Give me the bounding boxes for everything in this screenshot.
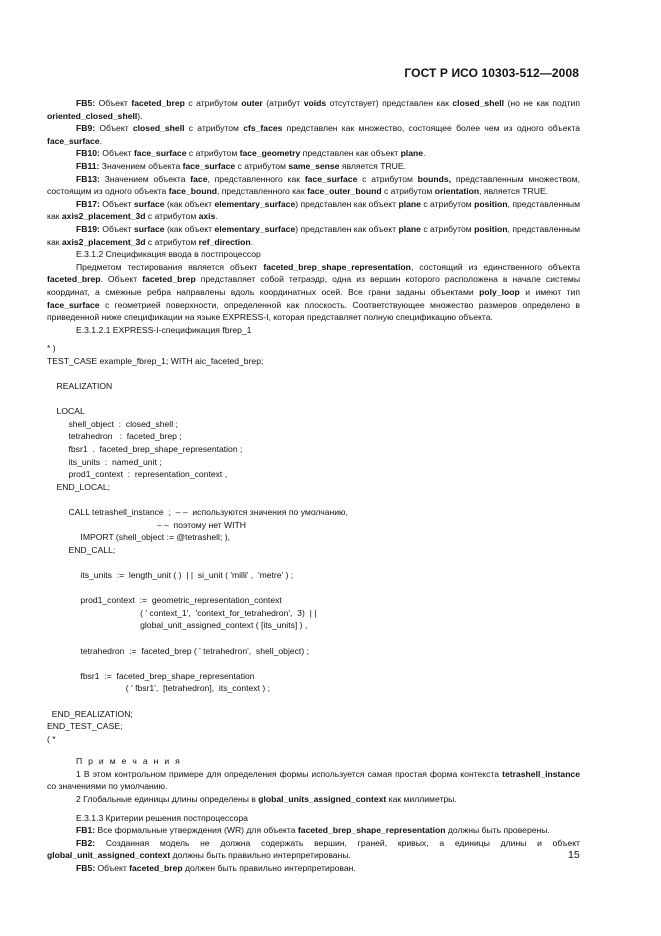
fb-item (47, 160, 580, 173)
notes-title: П р и м е ч а н и я (76, 756, 182, 767)
code-line (47, 367, 580, 380)
item-text: Объект surface (как объект elementary_surface) представлен как объект plane с атрибутом position, представленным как axis2_placement_3d с атрибутом axis. (47, 198, 581, 222)
code-line: ( * (47, 733, 56, 744)
code-line: END_TEST_CASE; (47, 721, 123, 732)
fb-criteria-list (47, 97, 580, 248)
fb-item (47, 173, 580, 198)
section-heading-e312: Е.3.1.2 Спецификация ввода в постпроцессор (76, 249, 261, 260)
item-text: Объект closed_shell с атрибутом cfs_faces представлен как множество, состоящее более чем из одного объекта face_surface. (47, 123, 580, 146)
code-line: its_units := length_unit ( ) | | si_unit ( 'milli' , 'metre' ) ; (47, 569, 294, 580)
code-line (47, 632, 580, 645)
item-label: FB1: (76, 825, 96, 836)
code-line (47, 393, 580, 406)
code-line: END_CALL; (47, 544, 116, 555)
code-line: fbsr1 . faceted_brep_shape_representation ; (47, 444, 243, 455)
item-text: Все формальные утверждения (WR) для объекта faceted_brep_shape_representation должны быть проверены. (95, 825, 550, 836)
item-text: Объект face_surface с атрибутом face_geometry представлен как объект plane. (99, 148, 426, 159)
code-line: global_unit_assigned_context ( [its_units] ) , (47, 620, 308, 631)
item-text: Объект surface (как объект elementary_surface) представлен как объект plane с атрибутом position, представленным как axis2_placement_3d с атрибутом ref_direction. (47, 223, 581, 247)
fb-item (47, 97, 580, 122)
item-text: Значением объекта face, представленного как face_surface с атрибутом bounds, представленным множеством, состоящим из одного объекта face_bound, представленного как face_outer_bound с атрибутом orientation, является TRUE. (47, 173, 580, 197)
fb-item (47, 198, 580, 223)
fb-item (47, 147, 580, 160)
code-line: its_units : named_unit ; (47, 456, 162, 467)
item-label: FB2: (76, 837, 96, 848)
criterion-item (47, 824, 580, 837)
item-label: FB17: (76, 198, 100, 209)
code-line: * ) (47, 343, 56, 354)
code-line: IMPORT (shell_object := @tetrashell; ), (47, 532, 230, 543)
item-text: Объект faceted_brep должен быть правильно интерпретирован. (95, 863, 356, 874)
section-heading-e3121: Е.3.1.2.1 EXPRESS-I-спецификация fbrep_1 (76, 324, 252, 335)
code-line (47, 582, 580, 595)
note-2: 2 Глобальные единицы длины определены в global_units_assigned_context как миллиметры. (76, 794, 457, 805)
code-line: CALL tetrashell_instance ; – – используются значения по умолчанию, (47, 507, 348, 517)
code-line: LOCAL (47, 406, 85, 417)
code-line: tetrahedron := faceted_brep ( ' tetrahedron', shell_object) ; (47, 645, 309, 656)
express-code-block (47, 342, 580, 745)
item-label: FB19: (76, 223, 100, 234)
code-line: TEST_CASE example_fbrep_1; WITH aic_faceted_brep; (47, 355, 264, 366)
code-line: prod1_context := geometric_representation_context (47, 595, 282, 606)
page-number: 15 (568, 849, 580, 861)
section-heading-e313: Е.3.1.3 Критерии решения постпроцессора (76, 812, 248, 823)
item-text: Созданная модель не должна содержать вершин, граней, кривых, а единицы длины и объект global_unit_assigned_context должны быть правильно интерпретированы. (47, 837, 580, 861)
criterion-item (47, 837, 580, 862)
code-line: ( ' context_1', 'context_for_tetrahedron', 3) | | (47, 607, 317, 618)
code-line (47, 657, 580, 670)
code-line: – – поэтому нет WITH (47, 519, 247, 530)
code-line: END_REALIZATION; (47, 708, 133, 719)
code-line (47, 695, 580, 708)
code-line: REALIZATION (47, 381, 113, 392)
item-label: FB11: (76, 160, 100, 171)
item-text: Значением объекта face_surface с атрибутом same_sense является TRUE. (99, 160, 406, 171)
item-label: FB9: (76, 123, 96, 134)
page-content (47, 97, 580, 875)
item-label: FB10: (76, 148, 100, 159)
item-label: FB13: (76, 173, 100, 184)
item-label: FB5: (76, 863, 96, 874)
code-line (47, 556, 580, 569)
item-label: FB5: (76, 98, 96, 108)
fb-item (47, 223, 580, 248)
document-header: ГОСТ Р ИСО 10303-512—2008 (404, 66, 579, 80)
decision-criteria-list (47, 824, 580, 874)
item-text: Объект faceted_brep с атрибутом outer (атрибут voids отсутствует) представлен как closed_shell (но не как подтип oriented_closed_shell). (47, 98, 580, 121)
criterion-item (47, 862, 580, 875)
note-1: 1 В этом контрольном примере для определения формы используется самая простая форма контекста tetrashell_instance со значениями по умолчанию. (47, 768, 580, 792)
input-spec-paragraph: Предметом тестирования является объект faceted_brep_shape_representation, состоящий из единственного объекта faceted_brep. Объект faceted_brep представляет собой тетраэдр, одна из вершин которого расположена в начале системы координат, а смежные ребра направлены вдоль координатных осей. Все грани заданы объектами poly_loop и имеют тип face_surface с геометрией поверхности, определенной как плоскость. Соответствующее множество размеров определено в приведенной ниже спецификации на языке EXPRESS-I, которая представляет полную спецификацию объекта. (47, 261, 581, 323)
code-line: prod1_context : representation_context , (47, 469, 228, 480)
code-line: ( ' fbsr1', [tetrahedron], its_context ) ; (47, 683, 270, 694)
code-line (47, 493, 580, 506)
code-line: END_LOCAL; (47, 481, 111, 492)
code-line: shell_object : closed_shell ; (47, 418, 178, 429)
code-line: fbsr1 := faceted_brep_shape_representation (47, 670, 255, 681)
code-line: tetrahedron : faceted_brep ; (47, 431, 182, 442)
fb-item (47, 122, 580, 147)
